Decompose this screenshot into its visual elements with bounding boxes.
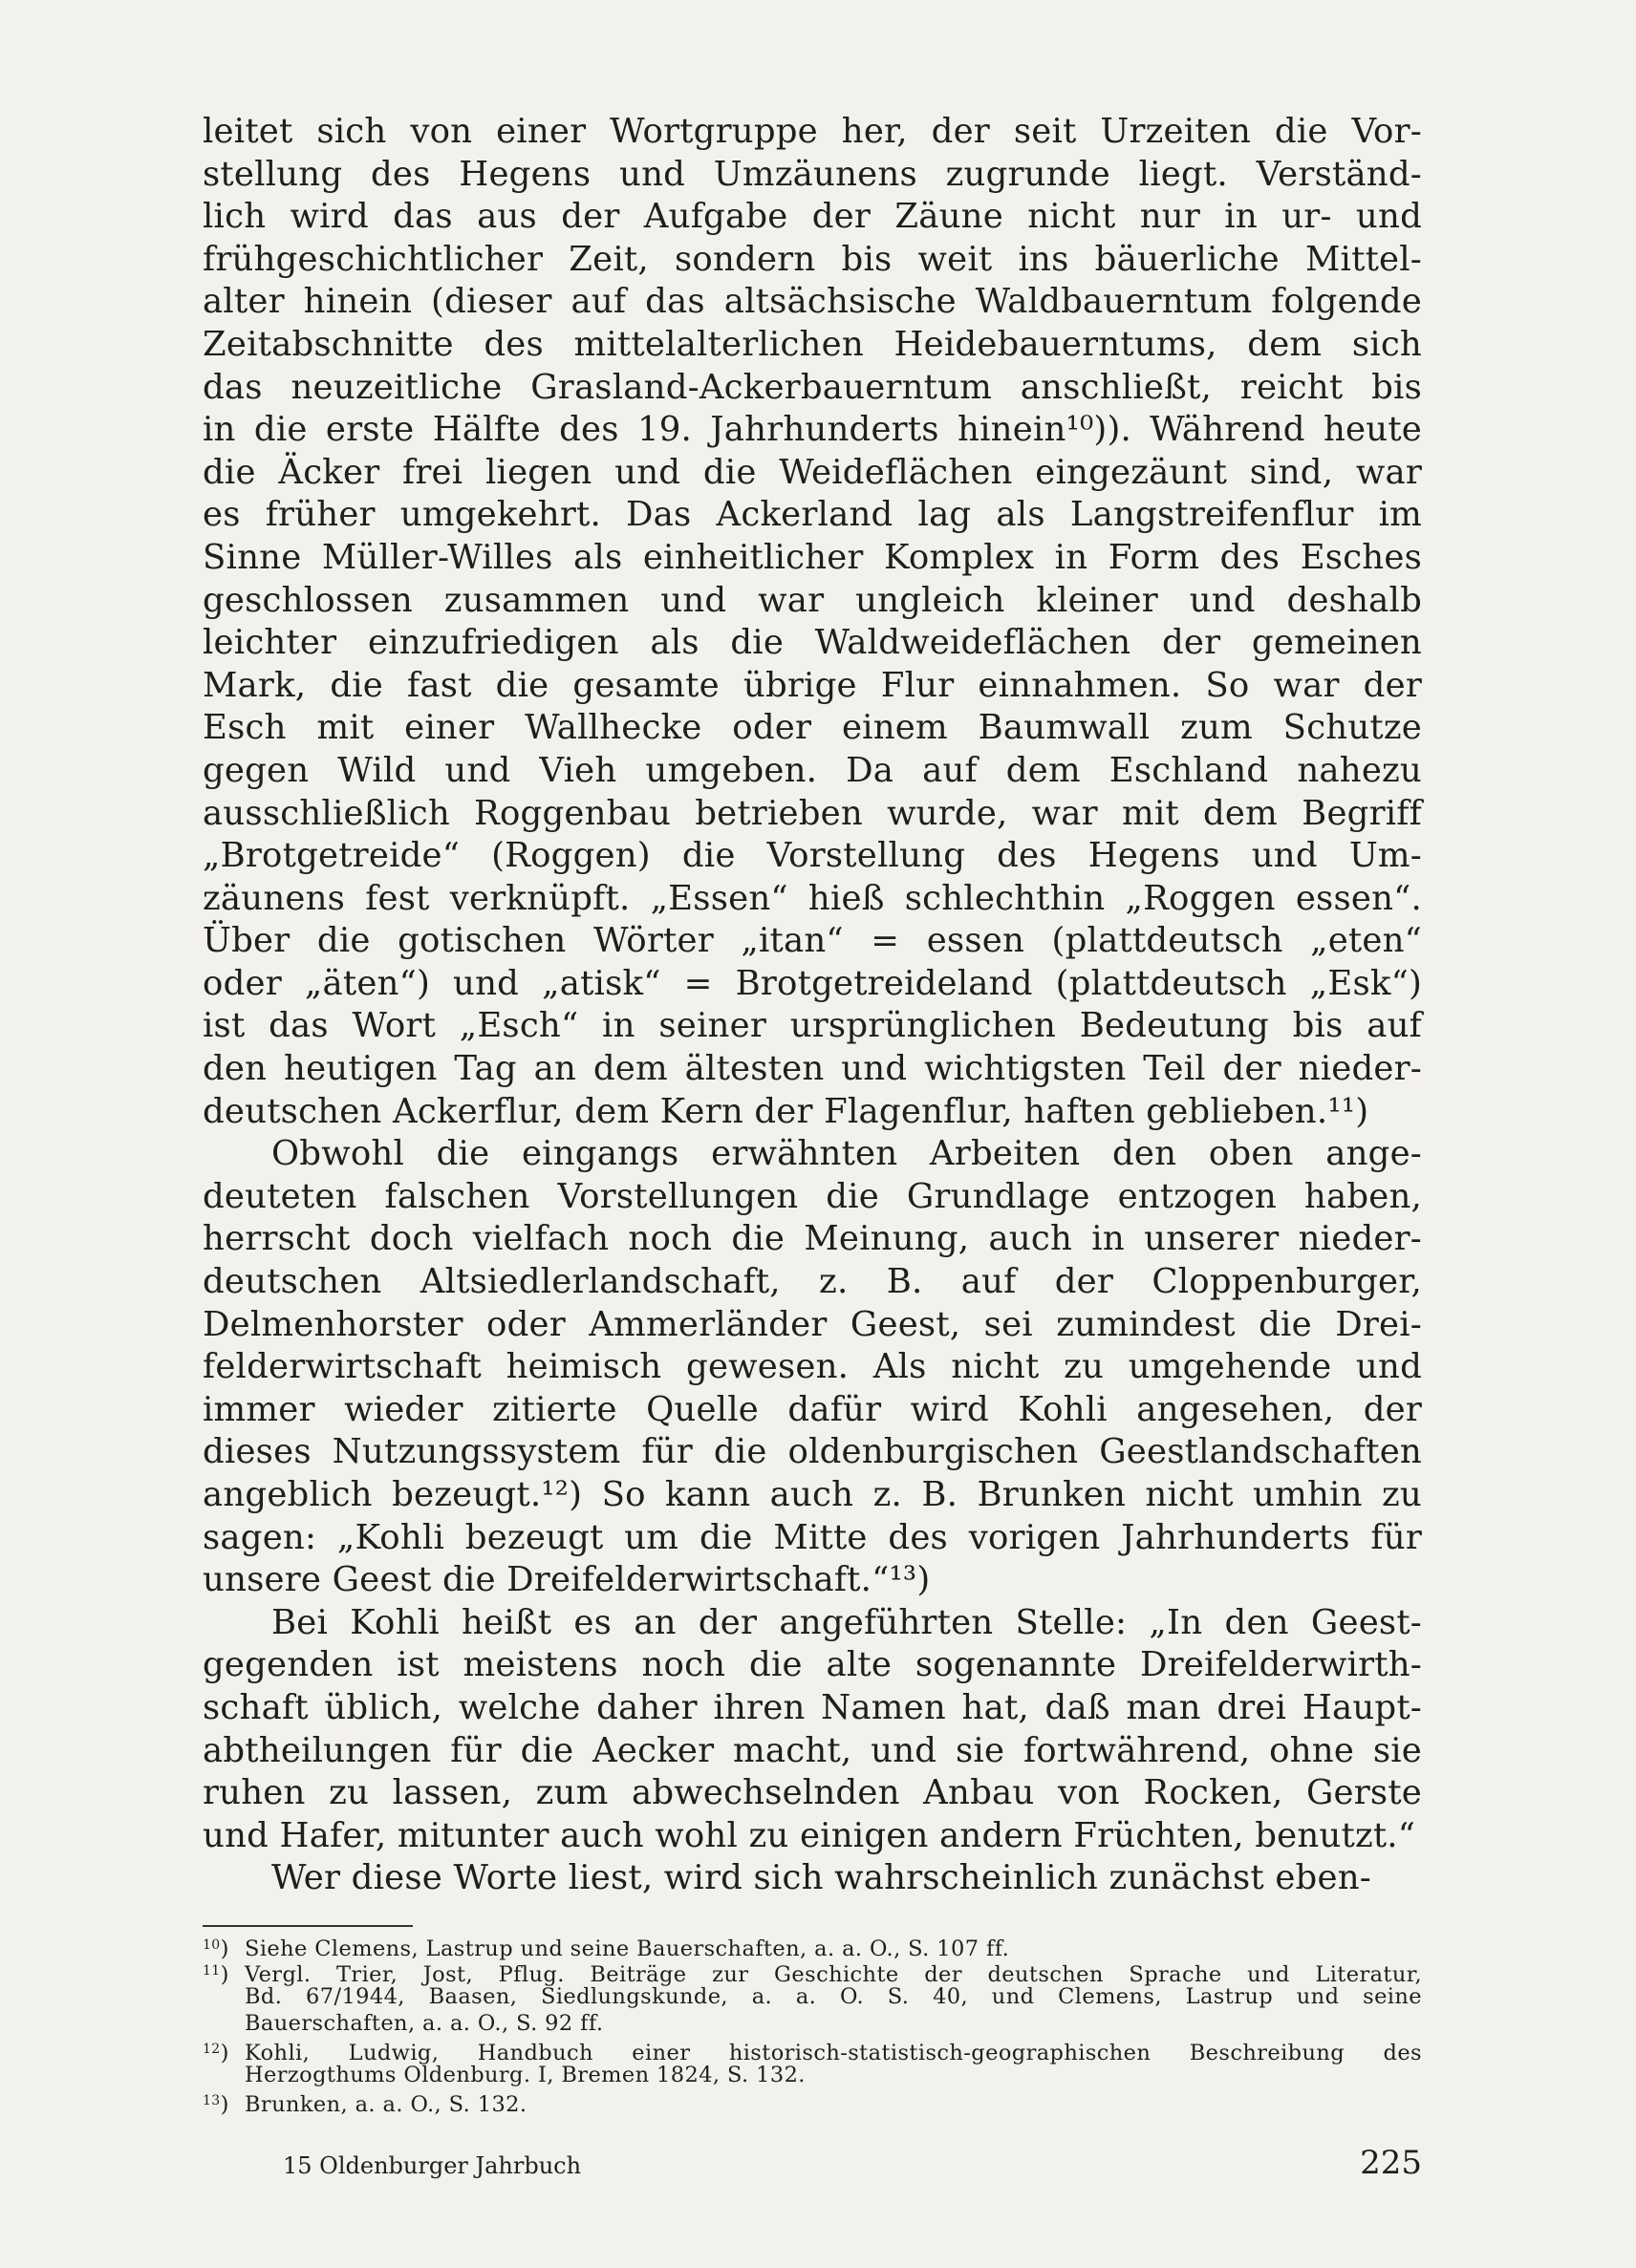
text-line: Wer diese Worte liest, wird sich wahrscheinlich zunächst eben- xyxy=(271,1858,1371,1898)
text-line: ruhen zu lassen, zum abwechselnden Anbau von Rocken, Gerste xyxy=(203,1773,1422,1813)
text-line: Bei Kohli heißt es an der angeführten Stelle: „In den Geest- xyxy=(271,1602,1422,1642)
text-line: frühgeschichtlicher Zeit, sondern bis weit ins bäuerliche Mittel- xyxy=(203,239,1422,279)
text-line: zäunens fest verknüpft. „Essen“ hieß schlechthin „Roggen essen“. xyxy=(203,878,1422,918)
text-line: dieses Nutzungssystem für die oldenburgischen Geestlandschaften xyxy=(203,1432,1422,1472)
footnote-line: Herzogthums Oldenburg. I, Bremen 1824, S. 132. xyxy=(245,2062,806,2087)
text-line: stellung des Hegens und Umzäunens zugrunde liegt. Verständ- xyxy=(203,154,1422,194)
page-number: 225 xyxy=(1360,2144,1422,2182)
footnote-line: Bauerschaften, a. a. O., S. 92 ff. xyxy=(245,2010,604,2036)
footnote-marker: $^{12}$) xyxy=(203,2040,229,2065)
text-line: es früher umgekehrt. Das Ackerland lag als Langstreifenflur im xyxy=(203,495,1422,535)
text-line: Delmenhorster oder Ammerländer Geest, sei zumindest die Drei- xyxy=(203,1304,1422,1344)
text-line: lich wird das aus der Aufgabe der Zäune nicht nur in ur- und xyxy=(203,197,1422,237)
text-line: oder „äten“) und „atisk“ = Brotgetreideland (plattdeutsch „Esk“) xyxy=(203,963,1422,1003)
text-line: abtheilungen für die Aecker macht, und sie fortwährend, ohne sie xyxy=(203,1730,1422,1770)
text-line: herrscht doch vielfach noch die Meinung, auch in unserer nieder- xyxy=(203,1219,1422,1259)
footnote-marker: $^{10}$) xyxy=(203,1936,229,1961)
text-line: die Äcker frei liegen und die Weideflächen eingezäunt sind, war xyxy=(203,452,1422,492)
text-line: unsere Geest die Dreifelderwirtschaft.“¹³) xyxy=(203,1560,931,1600)
text-line: Zeitabschnitte des mittelalterlichen Heidebauerntums, dem sich xyxy=(203,324,1422,364)
text-line: den heutigen Tag an dem ältesten und wichtigsten Teil der nieder- xyxy=(203,1049,1422,1089)
text-line: schaft üblich, welche daher ihren Namen hat, daß man drei Haupt- xyxy=(203,1687,1422,1727)
text-line: ausschließlich Roggenbau betrieben wurde, war mit dem Begriff xyxy=(203,793,1422,833)
text-line: ist das Wort „Esch“ in seiner ursprünglichen Bedeutung bis auf xyxy=(203,1006,1422,1046)
text-line: leichter einzufriedigen als die Waldweideflächen der gemeinen xyxy=(203,623,1422,663)
footnote-line: $^{11}$) Vergl. Trier, Jost, Pflug. Beiträge zur Geschichte der deutschen Sprache und Literatur, xyxy=(203,1958,1422,1984)
body-text xyxy=(203,111,1422,1900)
text-line: deutschen Ackerflur, dem Kern der Flagenflur, haften geblieben.¹¹) xyxy=(203,1091,1369,1131)
text-line: leitet sich von einer Wortgruppe her, der seit Urzeiten die Vor- xyxy=(203,112,1422,151)
footnote-line: $^{13}$) Brunken, a. a. O., S. 132. xyxy=(203,2088,1422,2114)
text-line: sagen: „Kohli bezeugt um die Mitte des vorigen Jahrhunderts für xyxy=(203,1517,1422,1557)
footnote-marker: $^{13}$) xyxy=(203,2092,229,2118)
footnotes xyxy=(203,1933,1422,2118)
text-line: Obwohl die eingangs erwähnten Arbeiten den oben ange- xyxy=(271,1134,1422,1174)
text-line: in die erste Hälfte des 19. Jahrhunderts hinein¹⁰)). Während heute xyxy=(203,410,1422,450)
footnote-line: $^{12}$) Kohli, Ludwig, Handbuch einer historisch-statistisch-geographischen Beschreibung des xyxy=(203,2037,1422,2063)
footnote-line: $^{10}$) Siehe Clemens, Lastrup und seine Bauerschaften, a. a. O., S. 107 ff. xyxy=(203,1933,1422,1958)
text-line: „Brotgetreide“ (Roggen) die Vorstellung des Hegens und Um- xyxy=(203,836,1422,876)
footnote-marker: $^{11}$) xyxy=(203,1962,229,1988)
text-line: das neuzeitliche Grasland-Ackerbauerntum anschließt, reicht bis xyxy=(203,367,1422,407)
text-line: Sinne Müller-Willes als einheitlicher Komplex in Form des Esches xyxy=(203,537,1422,577)
footnote-line: Bd. 67/1944, Baasen, Siedlungskunde, a. a. O. S. 40, und Clemens, Lastrup und seine xyxy=(245,1984,1422,2010)
text-line: Mark, die fast die gesamte übrige Flur einnahmen. So war der xyxy=(203,665,1422,705)
text-line: Esch mit einer Wallhecke oder einem Baumwall zum Schutze xyxy=(203,708,1422,748)
text-line: geschlossen zusammen und war ungleich kleiner und deshalb xyxy=(203,580,1422,620)
text-line: deuteten falschen Vorstellungen die Grundlage entzogen haben, xyxy=(203,1176,1422,1216)
page-text xyxy=(203,111,1422,2118)
text-line: felderwirtschaft heimisch gewesen. Als nicht zu umgehende und xyxy=(203,1347,1422,1387)
footnote-divider xyxy=(203,1925,413,1927)
text-line: alter hinein (dieser auf das altsächsische Waldbauerntum folgende xyxy=(203,282,1422,322)
text-line: und Hafer, mitunter auch wohl zu einigen andern Früchten, benutzt.“ xyxy=(203,1815,1416,1855)
text-line: Über die gotischen Wörter „itan“ = essen (plattdeutsch „eten“ xyxy=(203,921,1422,961)
text-line: gegen Wild und Vieh umgeben. Da auf dem Eschland nahezu xyxy=(203,750,1422,790)
text-line: angeblich bezeugt.¹²) So kann auch z. B. Brunken nicht umhin zu xyxy=(203,1475,1422,1514)
text-line: gegenden ist meistens noch die alte sogenannte Dreifelderwirth- xyxy=(203,1645,1422,1685)
page-footer xyxy=(283,2144,1422,2182)
printer-signature: 15 Oldenburger Jahrbuch xyxy=(283,2152,582,2179)
text-line: immer wieder zitierte Quelle dafür wird Kohli angesehen, der xyxy=(203,1389,1422,1429)
text-line: deutschen Altsiedlerlandschaft, z. B. auf der Cloppenburger, xyxy=(203,1262,1422,1302)
